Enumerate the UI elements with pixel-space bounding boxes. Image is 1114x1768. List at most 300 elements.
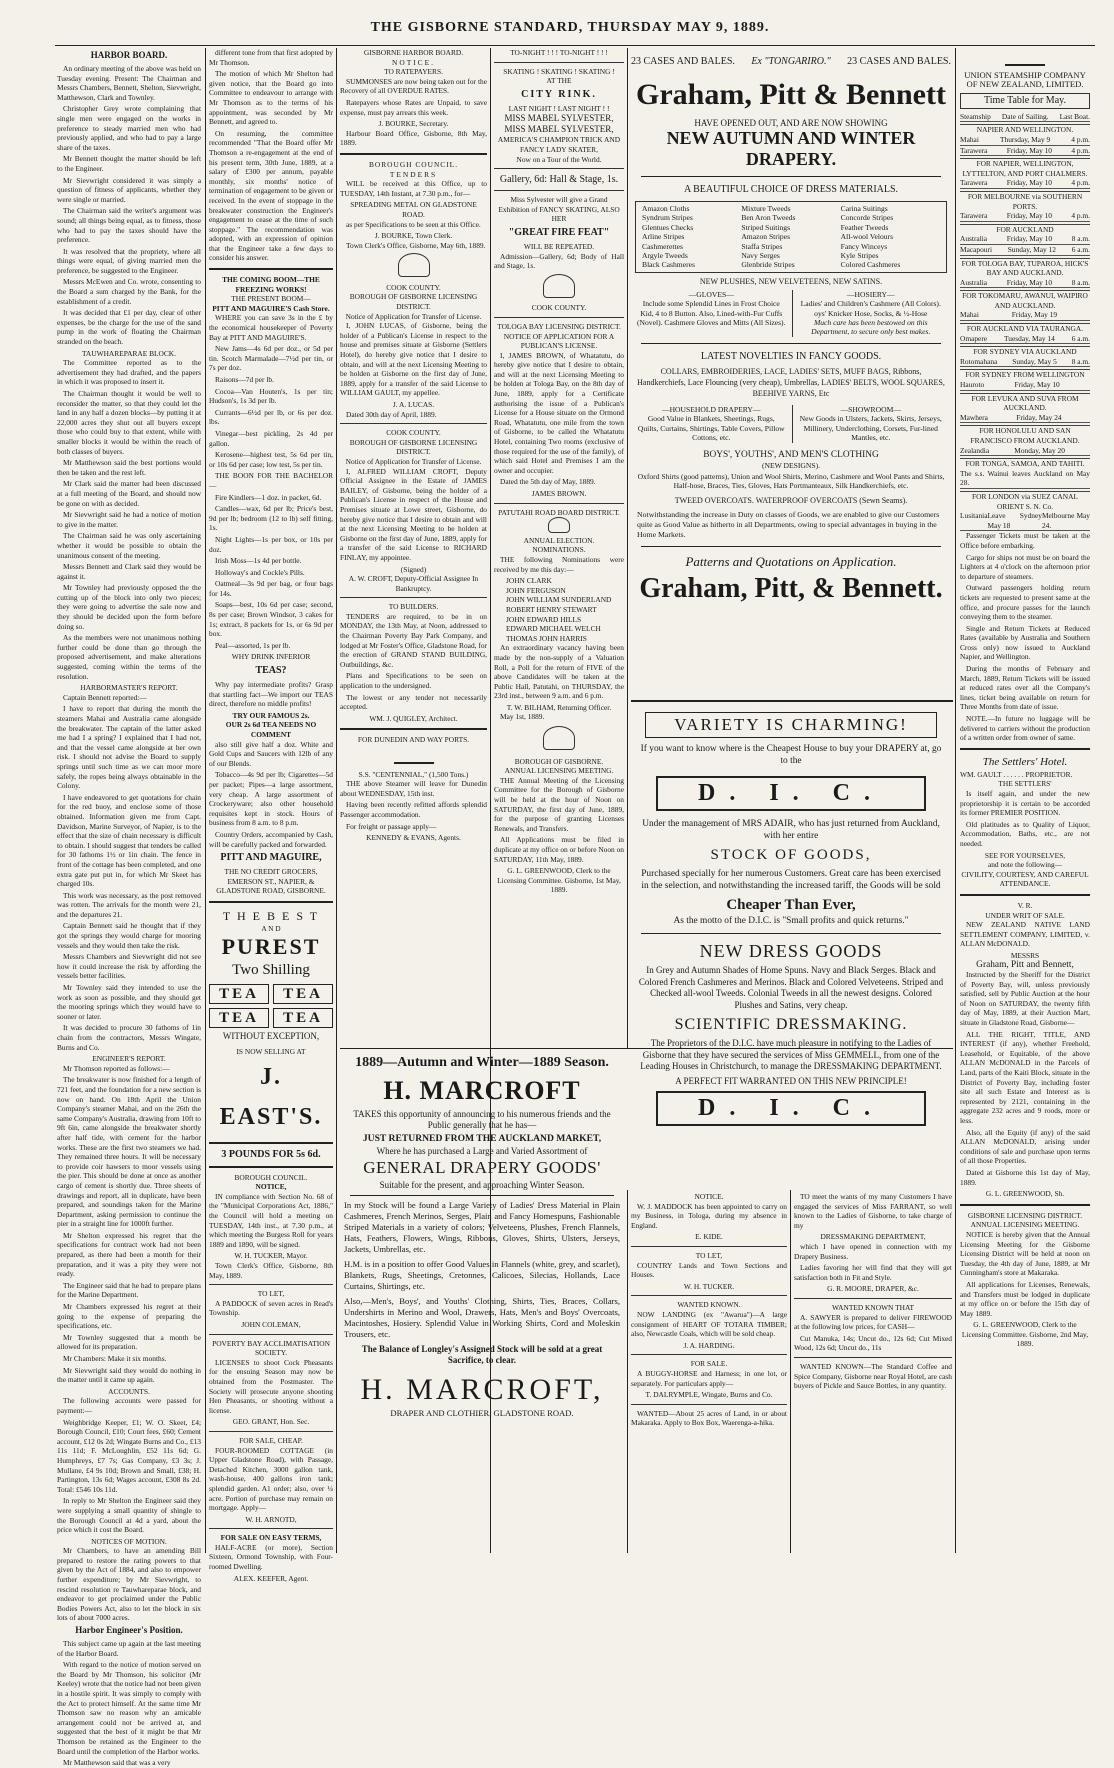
para: Fire Kindlers—1 doz. in packet, 6d. [215,492,322,502]
route-row [960,511,1090,531]
divider [641,546,941,547]
material-item: Amazon Cloths [642,204,690,213]
dressmaking-dept: DRESSMAKING DEPARTMENT, [820,1232,926,1242]
material-item: Staffa Stripes [741,241,783,251]
nominee: ROBERT HENRY STEWART [506,604,597,614]
for-sale-heading: FOR SALE, CHEAP. [239,1435,303,1445]
dressmaking-text: The Proprietors of the D.I.C. have much pleasure in notifying to the Ladies of Gisborne that they have secured the services of Miss GEMMELL, from one of the Leading Houses in Christchurch, to manage the DRESSMAKING DEPARTMENT. [640,1038,942,1071]
para: Plans and Specifications to be seen on application to the undersigned. [340,671,487,691]
marcroft-footer: DRAPER AND CLOTHIER, GLADSTONE ROAD. [390,1408,574,1418]
route-heading: FOR LONDON via SUEZ CANAL ORIENT S. N. Co. [960,491,1090,511]
para: Dated the 5th day of May, 1889. [500,477,596,487]
para: Tobacco—4s 9d per lb; Cigarettes—5d per packet; Pipes—a large assortment, very cheap. A large assortment of Crockeryware; also other household requisites kept in stock. Hours of business from 8 a.m. to 8 p.m. [209,770,333,828]
para: Old platitudes as to Quality of Liquor, Accommodation, Baths, etc., are not needed. [960,819,1090,848]
material-item: Argyle Tweeds [642,251,688,261]
para: HALF-ACRE (or more), Section Sixteen, Ormond Township, with Four-roomed Dwelling. [209,1542,333,1572]
rink-line: Now on a Tour of the World. [516,154,602,164]
route-cell: Friday, May 24 [1016,412,1062,422]
writ-heading: UNDER WRIT OF SALE. [985,910,1065,920]
column-two [209,48,333,1583]
divider [960,748,1090,750]
signature: KENNEDY & EVANS, Agents. [366,833,461,843]
para: Mr Sievwright said he had a notice of motion to give in the matter. [57,510,201,529]
para: Single and Return Tickets at Reduced Rates (available by Australia and Southern Cross only) now issued to Auckland Napier, and Wellington. [960,623,1090,662]
para: NOTE.—In future no luggage will be delivered to carriers without the production of a written order from owner of same. [960,714,1090,743]
para: WANTED—About 25 acres of Land, in or about Makaraka. Apply to Box Box, Waerenga-a-hika. [631,1408,787,1428]
civility: CIVILITY, COURTESY, AND CAREFUL ATTENDANCE. [961,869,1089,889]
cook-county-heading: COOK COUNTY. [531,303,587,313]
materials-list [635,201,947,273]
fire-feat: "GREAT FIRE FEAT" [508,226,610,238]
balance-text: The Balance of Longley's Assigned Stock will be sold at a great Sacrifice, to clear. [361,1344,603,1365]
route-heading: FOR MELBOURNE via SOUTHERN PORTS. [960,191,1090,211]
para: The following accounts were passed for payment:— [57,1396,201,1415]
route-cell: Tuesday, May 14 [1004,333,1055,343]
para: This work was necessary, as the post removed was rotten. The arrivals for the month were 21, and the departures 21. [57,890,201,919]
route-row [960,178,1090,189]
para: Kerosene—highest test, 5s 6d per tin, or 10s 6d per case; low test, 5s per tin. [209,450,333,469]
para: A. SAWYER is prepared to deliver FIREWOOD at the following low prices, for CASH— [794,1312,952,1332]
route-row [960,211,1090,222]
boom-heading: THE COMING BOOM—THE FREEZING WORKS! [222,275,320,294]
para: different tone from that first adopted by Mr Thomson. [209,48,333,67]
para: NOTICE is hereby given that the Annual Licensing Meeting for the Gisborne Licensing District will be held at noon on Tuesday, the 4th day of June, 1889, at Mr Cunningham's store at Makaraka. [960,1229,1090,1278]
route-cell: Sunday, May 5 [1012,356,1057,366]
material-item: Ben Aron Tweeds [741,213,796,223]
material-item: Kyle Stripes [840,251,879,261]
para: In reply to Mr Shelton the Engineer said they were supplying a small quantity of shingle to the Borough Council at 4d a yard, about the price which it cost the Board. [57,1496,201,1535]
tea-ad-line: OUR 2s 6d TEA NEEDS NO COMMENT [225,720,317,739]
tea-word: TEA [273,984,333,1004]
divider [641,176,941,177]
route-cell: Australia [960,234,988,244]
stock-text: In my Stock will be found a Large Variety of Ladies' Dress Material in Plain Cashmeres, French Merinos, Serges, Plain and Fancy Homespuns, Fashionable Striped Materials in a variety of colors; Velveteens, Plushes, French Flannels, Hats, Feathers, Flowers, Wings, Ribbons, Gloves, Shirts, Ulsters, Jerseys, Jackets, Umbrellas, etc. [344,1200,620,1254]
cheaper: Cheaper Than Ever, [726,897,856,913]
material-item: Arline Stripes [642,232,685,242]
para: Holloway's and Cockle's Pills. [215,567,305,577]
tea-word: TEA [209,984,269,1004]
route-heading: FOR TOLOGA BAY, TUPAROA, HICK'S BAY AND AUCKLAND. [961,258,1089,278]
licensing-heading: BOROUGH OF GISBORNE LICENSING DISTRICT. [349,292,478,312]
signature: E. KIDE. [695,1232,723,1242]
crest-icon [494,274,624,301]
divider [209,1334,333,1335]
para: Soaps—best, 10s 6d per case; second, 8s per case; Brown Windsor, 3 cakes for 1s; extract, 8 packets for 1s, or 6s 9d per box. [209,600,333,639]
route-row [960,334,1090,345]
para: also still give half a doz. White and Gold Cups and Saucers with 12lb of any of our Blends. [209,739,333,768]
signature: W. H. ARNOTD, [245,1514,297,1524]
para: New Jams—4s 6d per doz., or 5d per tin. Scotch Marmalade—7½d per tin, or 7s per doz. [209,344,333,373]
signature: JAMES BROWN. [531,489,587,498]
route-row [960,469,1090,489]
para: Town Clerk's Office, Gisborne, May 6th, 1889. [346,240,486,250]
para: All applications for Licenses, Renewals, and Transfers must be lodged in duplicate at my office on or before the 15th day of May 1889. [960,1279,1090,1318]
para: NEW ZEALAND NATIVE LAND SETTLEMENT COMPANY, LIMITED, v. ALLAN McDONALD. [960,920,1090,949]
material-item: Glenbride Stripes [741,260,795,270]
licensing-subheading: Notice of Application for Transfer of License. [345,456,482,466]
para: FOUR-ROOMED COTTAGE (in Upper Gladstone Road), with Passage, Detached Kitchen, 3000 gallon tank, wash-house, 400 gallons iron tank; splendid garden. A1 order; also, over ¼ acre. Portion of purchase may remain on mortgage. Apply— [209,1445,333,1513]
para: I have endeavored to get quotations for chain for the red buoy, and enclose some of those obtained. Information given me from Capt. Davidson, Marine Surveyor, of Napier, is to the effect that the size of chain necessary is difficult to obtain. I should suggest that tenders be called for 30 fathoms 1½ or 1in chain. The fence in front of the cottage has been completed, and one extra gate put put in, for which Mr Skeet has charged 10s. [57,792,201,889]
choice: A BEAUTIFUL CHOICE OF DRESS MATERIALS. [683,184,899,195]
route-cell: Leave Sydney May 18 [987,511,1042,530]
para: LICENSES to shoot Cock Pheasants for the ensuing Season may now be obtained from the Postmaster. The Society will prosecute anyone shooting Hen Pheasants, or shooting without a license. [209,1357,333,1415]
acclimatisation-heading: POVERTY BAY ACCLIMATISATION SOCIETY. [212,1338,330,1358]
purchased-text: Purchased specially for her numerous Customers. Great care has been exercised in the selection, and notwithstanding the increased tariff, the Goods will be sold [641,869,941,891]
nominee: JOHN CLARK [506,576,552,586]
notice-heading: NOTICE, [255,1182,287,1192]
route-cell: Tarawera [960,211,988,221]
route-row [960,310,1090,321]
col-rule [627,1190,628,1553]
signature: J. A. LUCAS. [392,400,435,409]
divider [494,190,624,191]
material-item: Navy Serges [741,251,780,261]
divider [209,268,333,270]
signature: W. H. TUCKER. [683,1281,735,1291]
para: A PADDOCK of seven acres in Read's Township. [209,1298,333,1318]
col-rule-1 [205,48,206,1553]
route-row [960,380,1090,391]
para: Instructed by the Sheriff for the District of Poverty Bay, will, unless previously satisfied, sell by Public Auction at the hour of Noon on SATURDAY, the twenty fifth day of May, 1889, at their Auction Mart, situate in Gladstone Road, Gisborne— [960,970,1090,1028]
tea-grid [209,1008,333,1028]
para: TENDERS are required, to be in on MONDAY, the 13th May, at Noon, addressed to the Chairman Poverty Bay Park Company, and lodged at Mr Foster's Office, Gladstone Road, for the erection of GRAND STAND BUILDING, Outbuildings, &c. [340,611,487,669]
para: Admission—Gallery, 6d; Body of Hall and Stage, 1s. [494,251,624,271]
para: Town Clerk's Office, Gisborne, 8th May, 1889. [209,1261,333,1280]
divider [641,343,941,344]
route-row [960,357,1090,368]
subheading: HARBORMASTER'S REPORT. [80,683,178,693]
route-cell: Monday, May 20 [1014,445,1065,455]
route-row [960,413,1090,424]
variety-banner: VARIETY IS CHARMING! [645,712,937,738]
tea-word: TEA [209,1008,269,1028]
motto: As the motto of the D.I.C. is "Small profits and quick returns." [673,916,909,926]
material-item: Amazon Stripes [741,232,791,242]
tea-ad-heading: TEAS? [255,665,287,677]
para: During the months of February and March, 1889, Return Tickets will be issued at reduced rates over all the Company's lines, ticket being available on return for Three Months from date of issue. [960,664,1090,712]
route-heading: FOR SYDNEY VIA AUCKLAND [960,346,1090,357]
harbor-board-heading: HARBOR BOARD. [90,50,168,60]
gpb-name-bottom: Graham, Pitt, & Bennett. [639,572,943,604]
para: Raisons—7d per lb. [215,375,274,384]
crest-icon [494,517,624,536]
new-designs: (NEW DESIGNS). [761,460,821,470]
para: Mr Shelton expressed his regret that the specifications for contract work had not been prepared, as there had been a month for their preparation, and it was a pity they were not ready. [57,1230,201,1279]
marcroft-name: H. MARCROFT [383,1076,581,1105]
route-cell: Friday, May 10 [1006,277,1053,287]
route-cell: Omapere [960,333,988,343]
overcoats: TWEED OVERCOATS. WATERPROOF OVERCOATS (Sewn Seams). [674,495,908,505]
para: All Applications must be filed in duplicate at my office on or before Noon on SATURDAY, 11th May, 1889. [494,835,624,864]
boys-clothing: BOYS', YOUTHS', AND MEN'S CLOTHING [703,449,879,460]
messrs: MESSRS [1010,950,1040,960]
union-heading: UNION STEAMSHIP COMPANY OF NEW ZEALAND, LIMITED. [964,69,1086,90]
showroom-heading: —SHOWROOM— [840,404,901,414]
borough-council-heading: BOROUGH COUNCIL. [368,159,459,169]
tea-word: TEA [273,1008,333,1028]
new-dress-text: In Grey and Autumn Shades of Home Spuns. Navy and Black Serges. Black and Colored French Cashmeres and Merinos. Black and Colored Velveteens. Striped and Checked all-wool Tweeds. Colonial Tweeds in all the newest designs. Colored Plushes and Satins, very cheap. [638,965,944,1010]
divider [209,1142,333,1144]
para: Mr Matthewson said that was a very [63,1758,171,1768]
para: NOW LANDING (ex "Awarua")—A large consignment of HEART OF TOTARA TIMBER; also, Newcastle Coals, which will be sold cheap. [631,1309,787,1339]
route-heading: FOR TONGA, SAMOA, AND TAHITI. [960,458,1090,469]
showroom-text: New Goods in Ulsters, Jackets, Skirts, Jerseys, Millinery, Underclothing, Corsets, Fur-lined Mantles, etc. [799,414,942,443]
route-row [960,135,1090,146]
route-cell: 6 a.m. [1071,244,1090,254]
divider [494,317,624,318]
route-heading: FOR HONOLULU AND SAN FRANCISCO FROM AUCKLAND. [960,425,1090,445]
settlers-heading: THE SETTLERS' [998,779,1052,789]
para: Cargo for ships not must be on board the Lighters at 4 o'clock on the afternoon prior to departure of steamers. [960,552,1090,581]
to-builders-heading: TO BUILDERS. [388,602,439,612]
divider [340,597,487,598]
subheading: TAUWHAREPARAE BLOCK. [82,348,176,358]
licensing-meeting-heading: ANNUAL LICENSING MEETING. [504,766,614,776]
notice-heading: NOTICE. [392,57,435,67]
table-header-cell: Date of Sailing. [1001,111,1049,121]
rink-line: TO-NIGHT ! ! ! TO-NIGHT ! ! ! [510,48,608,57]
signature: A. W. CROFT, Deputy-Official Assignee In Bankruptcy. [348,574,479,593]
para: The Committee reported as to the advertisement they had drafted, and the papers in which it was proposed to insert it. [57,358,201,387]
signature: WM. J. QUIGLEY, Architect. [369,713,458,723]
signature: T. W. BILHAM, Returning Officer. [506,702,612,712]
rink-line: AT THE [546,76,572,86]
route-heading: FOR TOKOMARU, AWANUI, WAIPIRO AND AUCKLAND. [960,290,1090,310]
route-cell: Friday, May 10 [1006,234,1053,244]
signature: J. BOURKE, Secretary. [378,119,449,129]
para: Mr Sievwright considered it was simply a question of fitness of applicants, whether they were single or married. [57,175,201,204]
material-item: Fancy Winceys [840,241,888,251]
signature: GEO. GRANT, Hon. Sec. [232,1417,310,1427]
wanted-known-heading: WANTED KNOWN. [677,1300,741,1310]
para: Dated at Gisborne this 1st day of May, 1889. [960,1167,1090,1187]
tea-grid [209,984,333,1004]
material-item: Carina Suitings [840,204,888,213]
two-shilling: Two Shilling [232,961,310,978]
para: THE BOON FOR THE BACHELOR— [209,471,333,490]
para: Irish Moss—1s 4d per bottle. [215,556,302,566]
material-item: Glentues Checks [642,222,694,232]
route-cell: Friday, May 10 [1006,178,1052,188]
divider [960,1204,1090,1206]
route-cell: 8 a.m. [1071,356,1090,366]
para: Having been recently refitted affords splendid Passenger accommodation. [340,800,487,819]
licensing-meeting-heading: ANNUAL LICENSING MEETING. [970,1220,1080,1230]
small-ads-right [794,1192,952,1552]
hosiery-note: Much care has been bestowed on this Department, to secure only best makes. [811,318,931,337]
for-sale-heading: FOR SALE ON EASY TERMS, [220,1533,322,1543]
para: Oatmeal—3s 9d per bag, or four bags for 14s. [209,579,333,598]
j-east-name: J. EAST'S. [219,1063,323,1130]
para: It was decided that £1 per day, clear of other expenses, be the charge for the use of the sand pump in the work of floating the Chairman stranded on the beach. [57,308,201,347]
new-dress-goods: NEW DRESS GOODS [699,941,883,961]
para: ALL THE RIGHT, TITLE, AND INTEREST (if any), whether Freehold, Leasehold, or Equitable, of the above ALLAN McDONALD in the Parcels of Land, parts of the Kaiti Block, situate in the District of Poverty Bay, including foster site all such Estate and Interest as is represented by 2121, containing in the aggregate 232 acres and 9 roods, more or less. [960,1029,1090,1125]
cases-right: 23 CASES AND BALES. [847,56,951,67]
route-cell: Sunday, May 12 [1007,244,1056,254]
nominee: THOMAS JOHN HARRIS [506,633,587,643]
boom-subheading: THE PRESENT BOOM— [231,294,311,304]
patutahi-heading: PATUTAHI ROAD BOARD DISTRICT. [498,507,620,517]
borough-council-heading: BOROUGH COUNCIL. [234,1172,308,1182]
best-and: A N D [261,923,281,933]
para: Mr Chambers expressed his regret at their going to the expense of preparing the specifications, etc. [57,1302,201,1331]
divider [340,728,487,730]
nominee: JOHN EDWARD HILLS [506,614,582,624]
crest-icon [494,726,624,753]
divider [209,1166,333,1168]
signed-label: (Signed) [400,564,427,574]
para: Passenger Tickets must be taken at the Office before embarking. [960,531,1090,550]
route-cell: 6 a.m. [1071,333,1090,343]
three-pounds: 3 POUNDS FOR 5s 6d. [221,1148,321,1160]
divider [209,1284,333,1285]
duty-note: Notwithstanding the increase in Duty on classes of Goods, we are enabled to give our Customers quite as Good Value as hitherto in all Departments, owing to special advantages in buying in the Home Markets. [637,509,940,539]
marcroft-ad [340,1054,624,1554]
ship-icon [340,748,487,767]
to-let-heading: TO LET, [257,1289,285,1299]
dic-logo: D. I. C. [656,776,926,811]
ship-icon [960,50,1090,69]
graham-pitt-bennett-ad [631,56,951,696]
para: Mr Townley had previously opposed the the cutting up of the block into only two pieces; they were going to advertise the sale now and they should be decided upon the form before doing so. [57,583,201,631]
para: Mr Sievwright said they would do nothing in the matter until it came up again. [57,1365,201,1385]
route-cell: Australia [960,277,988,287]
para: An ordinary meeting of the above was held on Tuesday evening. Present: The Chairman and Messrs Chambers, Bennett, Shelton, Sievwright, Matthewson, Clark and Townley. [57,64,201,102]
para: Mr Bennett thought the matter should be left to the Engineer. [57,154,201,173]
route-cell: Mahai [960,134,979,144]
tea-ad-line: TRY OUR FAMOUS 2s. [232,710,310,720]
routes-list [960,124,1090,531]
para: as per Specifications to be seen at this Office. [346,219,481,229]
signature: J. BOURKE, Town Clerk. [374,231,453,241]
column-steamship [960,48,1090,1553]
note-following: and note the following— [987,860,1063,870]
have-opened: HAVE OPENED OUT, AND ARE NOW SHOWING [694,118,888,128]
table-header-cell: Steamship [960,111,991,121]
para: Captain Bennett reported:— [63,692,147,702]
subheading: NOTICES OF MOTION. [91,1536,167,1546]
to-let-heading: TO LET, [695,1250,723,1260]
para: Outward passengers holding return tickets are requested to present same at the office, and procure passes for the launch conveying them to the steamer. [960,583,1090,622]
route-cell: Thursday, May 9 [999,134,1051,144]
route-cell: The s.s. Wainui leaves Auckland on May 28. [960,468,1090,488]
hm-text: H.M. is in a position to offer Good Values in Flannels (white, grey, and scarlet), Blankets, Rugs, Sheetings, Cretonnes, Calicoes, Silecias, Hollands, Lace Curtains, Shirtings, etc. [344,1259,620,1291]
gpb-auction: Graham, Pitt and Bennett, [976,959,1074,970]
route-heading: FOR AUCKLAND VIA TAURANGA. [960,323,1090,334]
tologa-subheading: NOTICE OF APPLICATION FOR A PUBLICAN'S LICENSE. [503,331,615,351]
settlers-hotel: The Settlers' Hotel. [982,755,1068,768]
para: THE following Nominations were received by me this day:— [494,554,624,574]
col-rule-4 [627,48,628,1048]
para: SUMMONSES are now being taken out for the Recovery of all OVERDUE RATES. [340,76,487,96]
para: Harbour Board Office, Gisborne, 8th May, 1889. [340,128,487,148]
para: An extraordinary vacancy having been made by the non-supply of a Valuation Roll, a Poll for the return of FIVE of the above Candidates will be taken at the Public Hall, Patutahi, on THURSDAY, the 23rd inst., between 9 a.m. and 6 p.m. [494,643,624,701]
column-four [494,48,624,1048]
para: Mr Townley suggested that a month be allowed for its preparation. [57,1332,201,1352]
h-rule [340,1048,953,1049]
see-yourselves: SEE FOR YOURSELVES, [984,850,1066,860]
gloves-heading: —GLOVES— [688,289,734,299]
route-cell: 4 p.m. [1071,178,1090,188]
para: Is itself again, and under the new proprietorship it is certain to be accorded its former PREMIER POSITION. [960,789,1090,818]
para: The Chairman thought it would be well to reconsider the matter, so that they could let the land in any half a dozen blocks—by putting it at 22,000 acres they shut out all buyers except those who could buy to that extent, while with smaller blocks it would be within the reach of both classes of buyers. [57,389,201,456]
route-cell: 8 a.m. [1071,234,1090,244]
licensing-district-heading: GISBORNE LICENSING DISTRICT. [967,1210,1083,1220]
rink-line: Miss Sylvester will give a Grand Exhibition of FANCY SKATING, ALSO HER [498,195,620,224]
divider [631,1404,787,1405]
just-returned: JUST RETURNED FROM THE AUCKLAND MARKET, [362,1133,602,1144]
para: I, ALFRED WILLIAM CROFT, Deputy Official Assignee in the Estate of JAMES BAILEY, of Gisborne, being the holder of a Publican's License in respect of the House and Premises situate at Lowe street, Gisborne, do hereby give notice that I desire to obtain and will at the next Licensing Meeting to be holden at Gisborne on the first day of June, 1889, apply for a transfer of the said License to RICHARD FINLAY, my appointee. [340,466,487,562]
new-plushes: NEW PLUSHES, NEW VELVETEENS, NEW SATINS. [699,276,883,286]
route-cell: 4 p.m. [1071,145,1090,155]
para: WANTED KNOWN—The Standard Coffee and Spice Company, Gisborne near Royal Hotel, are cash buyers of Pickle and Sauce Bottles, in any quantity. [794,1361,952,1391]
para: Messrs Chambers and Sievwright did not see how it could increase the risk by affording the vessels better facilities. [57,952,201,981]
time-table-heading: Time Table for May. [960,93,1090,109]
selling-at: IS NOW SELLING AT [236,1047,306,1057]
rink-line: WILL BE REPEATED. [523,241,595,251]
para: Mr Thomson reported as follows:— [63,1063,170,1073]
stock-of-goods: STOCK OF GOODS, [710,847,872,863]
route-cell: 8 a.m. [1071,277,1090,287]
material-item: Concorde Stripes [840,213,894,223]
table-header [960,112,1090,123]
para: As the members were not unanimous nothing further could be done than go through the proposed advertisement, and make alterations suggested, coming within the terms of the resolution. [57,633,201,681]
para: Mr Clark said the matter had been discussed at a full meeting of the Board, and should now be gone on with as decided. [57,479,201,508]
patterns: Patterns and Quotations on Application. [685,553,897,569]
gpb-name: Graham, Pitt & Bennett [636,78,946,111]
para: W. J. MADDOCK has been appointed to carry on my Business, in Tologa, during my absence in England. [631,1201,787,1230]
where-text: Where he has purchased a Large and Varied Assortment of [376,1146,588,1156]
para: Weighbridge Keeper, £1; W. O. Skeet, £4; Borough Council, £10; Court fees, £60; Cement account, £12 0s 2d; Wingate Burns and Co., £13 11s 11d; F. McLoughlin, £52 11s 6d; G. Humphreys, £7 7s; Gas Company, £3 3s; J. Mullane, £4 9s 10d; Brown and Small, £38; H. Partington, 13s 6d; Wages account, £308 8s 2d. Total: £546 10s 11d. [57,1417,201,1494]
nominations: NOMINATIONS. [532,545,586,555]
route-cell: Hauroto [960,380,985,390]
route-cell: Mahai [960,310,979,320]
novelties-text: COLLARS, EMBROIDERIES, LACE, LADIES' SETS, MUFF BAGS, Ribbons, Handkerchiefs, Lace Flouncing (very cheap), Umbrellas, LADIES' BELTS, WOOL SQUARES, BEEHIVE YARNS, Etc [637,366,945,398]
material-item: Black Cashmeres [642,260,695,270]
drapery: DRAPERY. [745,149,837,169]
para: Dated 30th day of April, 1889. [346,409,437,419]
signature: G. L. GREENWOOD, Clerk to the Licensing Committee. Gisborne, 1st May, 1889. [497,866,621,895]
para: Currants—6½d per lb, or 6s per doz. lbs. [209,407,333,427]
signature: T. DALRYMPLE, Wingate, Burns and Co. [645,1390,773,1400]
route-cell: Friday, May 10 [1006,145,1052,155]
pitt-maguire-name: PITT AND MAGUIRE, [220,852,322,864]
signature: G. L. GREENWOOD, Sh. [985,1189,1065,1199]
pitt-maguire-address: EMERSON ST., NAPIER, & GLADSTONE ROAD, GISBORNE. [216,876,326,896]
boys-text: Oxford Shirts (good patterns), Union and Wool Shirts, Merino, Cashmere and Wool Pants and Shirts, Half-hose, Braces, Ties, Gloves, Hats Portmanteaux, Silk Handkerchiefs, etc. [637,471,945,491]
para: Cut Manuka, 14s; Uncut do., 12s 6d; Cut Mixed Wood, 12s 6d; Uncut do., 11s [794,1333,952,1353]
licensing-subheading: Notice of Application for Transfer of License. [345,311,482,321]
to-ratepayers: TO RATEPAYERS. [384,67,443,77]
para: THE Annual Meeting of the Licensing Committee for the Borough of Gisborne will be held at the hour of Noon on SATURDAY, the first day of June, 1889, for the purpose of granting Licenses Renewals, and Transfers. [494,775,624,833]
para: It was decided to procure 30 fathoms of 1in chain from the contractors, Messrs Wingate, Burns and Co. [57,1023,201,1052]
gallery-price: Gallery, 6d: Hall & Stage, 1s. [499,174,619,186]
divider [960,894,1090,896]
material-item: Colored Cashmeres [840,260,901,270]
route-cell: 4 p.m. [1071,211,1090,221]
para: The breakwater is now finished for a length of 721 feet, and the foundation for a new section is now on hand. On 18th April the Union Company's steamer Mahai, and on the 26th the same Company's Australia, drawing from 10ft to 9ft 6in, came alongside the breakwater shortly after half tide, with cement for the harbor works. These are the first two steamers we had. They remained three hours. It will be necessary to provide coir hawsers to moor vessels using the pier. This should be done at once as another cargo of cement is shortly due. Three sheets of drawings and report, all in duplicate, have been prepared, and soundings taken for the Marine Department, asking permission to continue the pier in a straight line for 1000ft further. [57,1075,201,1229]
para: Night Lights—1s per box, or 10s per doz. [209,534,333,554]
para: WILL be received at this Office, up to TUESDAY, 14th Instant, at 7.30 p.m., for— [340,179,487,198]
rink-line: SKATING ! SKATING ! SKATING ! [503,66,615,76]
route-heading: NAPIER AND WELLINGTON. [960,124,1090,135]
signature: G. L. GREENWOOD, Clerk to the Licensing Committee. Gisborne, 2nd May, 1889. [961,1320,1089,1349]
para: For freight or passage apply— [346,821,437,831]
para: Ratepayers whose Rates are Unpaid, to save expense, must pay arrears this week. [340,97,487,117]
household-showroom [637,405,945,443]
vr-crest: V. R. [1017,900,1033,910]
route-cell: Zealandia [960,445,990,455]
